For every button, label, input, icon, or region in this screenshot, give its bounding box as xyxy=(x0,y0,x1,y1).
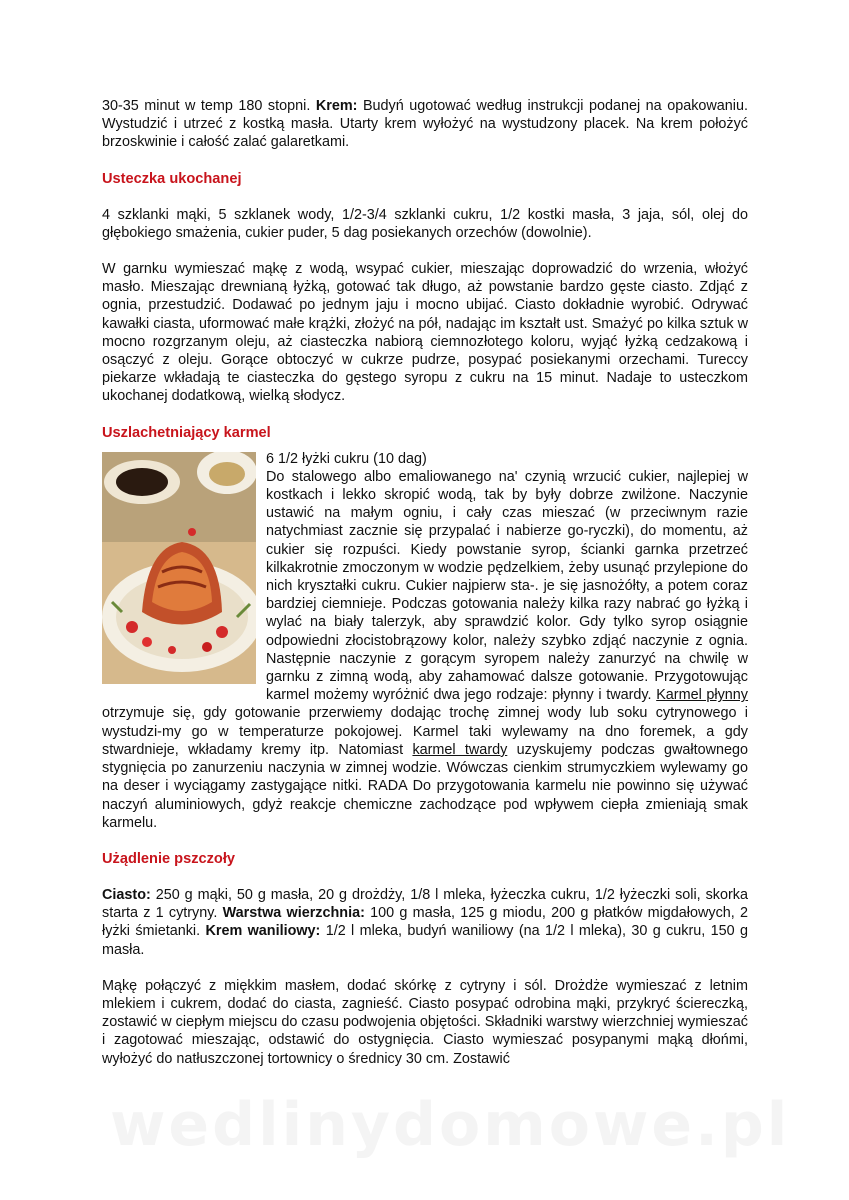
recipe-ingredients: 4 szklanki mąki, 5 szklanek wody, 1/2-3/4 szklanki cukru, 1/2 kostki masła, 3 jaja, sól, olej do głębokiego smażenia, cukier puder, 5 dag posiekanych orzechów (dowolnie). xyxy=(102,206,748,241)
document-page xyxy=(102,97,748,1068)
karmel-plynny-term: Karmel płynny xyxy=(656,687,749,704)
recipe-method: W garnku wymieszać mąkę z wodą, wsypać cukier, mieszając doprowadzić do wrzenia, włożyć masło. Mieszając drewnianą łyżką, gotować tak długo, aż powstanie bardzo gęste ciasto. Zdjąć z ognia, przestudzić. Dodawać po jednym jaju i mocno ubijać. Ciasto dokładnie wyrobić. Odrywać kawałki ciasta, uformować małe krążki, złożyć na pół, nadając im kształt ust. Smażyć po kilka sztuk w mocno rozgrzanym oleju, aż ciasteczka nabiorą ciemnozłotego koloru, wyjąć łyżką cedzakową i osączyć z oleju. Gorące obtoczyć w cukrze pudrze, posypać posiekanymi orzechami. Tureccy piekarze wkładają te ciasteczka do gęstego syropu z cukru na 15 minut. Nadaje to usteczkom ukochanej dodatkową, wielką słodycz. xyxy=(102,261,748,405)
recipe-title-uzadlenie: Użądlenie pszczoły xyxy=(102,850,236,867)
recipe-ingredients: Ciasto: 250 g mąki, 50 g masła, 20 g drożdży, 1/8 l mleka, łyżeczka cukru, 1/2 łyżeczki soli, skorka starta z 1 cytryny. Warstwa wierzchnia: 100 g masła, 125 g miodu, 200 g płatków migdałowych, 2 łyżki śmietanki. Krem waniliowy: 1/2 l mleka, budyń waniliowy (na 1/2 l mleka), 30 g cukru, 150 g masła. xyxy=(102,886,749,958)
watermark: wedlinydomowe.pl xyxy=(110,1090,791,1160)
intro-paragraph: 30-35 minut w temp 180 stopni. Krem: Budyń ugotować według instrukcji podanej na opakowaniu. Wystudzić i utrzeć z kostką masła. Utarty krem wyłożyć na wystudzony placek. Na krem położyć brzoskwinie i całość zalać galaretkami. xyxy=(102,98,748,151)
karmel-twardy-term: karmel twardy xyxy=(412,741,508,758)
caramel-dessert-photo xyxy=(102,452,256,684)
recipe-title-karmel: Uszlachetniający karmel xyxy=(102,424,271,441)
recipe-method: Mąkę połączyć z miękkim masłem, dodać skórkę z cytryny i sól. Drożdże wymieszać z letnim mlekiem i cukrem, dodać do ciasta, zagnieść. Ciasto posypać odrobina mąki, przykryć ściereczką, zostawić w ciepłym miejscu do czasu podwojenia objętości. Składniki warstwy wierzchniej wymieszać i zagotować mieszając, odstawić do ostygnięcia. Ciasto wymieszać posypanymi mąką dłońmi, wyłożyć do natłuszczonej tortownicy o średnicy 30 cm. Zostawić xyxy=(102,977,748,1067)
karmel-block xyxy=(102,450,748,832)
recipe-title-usteczka: Usteczka ukochanej xyxy=(102,170,242,187)
recipe-ingredients: 6 1/2 łyżki cukru (10 dag) xyxy=(266,450,427,467)
recipe-method: Do stalowego albo emaliowanego na' czynią wrzucić cukier, najlepiej w kostkach i lekko skropić wodą, tak by były dobrze zwilżone. Naczynie ustawić na małym ogniu, i cały czas mieszać (w przeciwnym razie natychmiast zacznie się przypalać i nabierze go-ryczki), do momentu, aż cukier się rozpuści. Kiedy powstanie syrop, ścianki garnka przetrzeć kilkakrotnie zmoczonym w wodzie pędzelkiem, żeby usunąć przylepione do nich kryształki cukru. Cukier najpierw sta-. je się jasnożółty, a potem coraz bardziej ciemnieje. Podczas gotowania należy kilka razy nabrać go łyżką i wylać na biały talerzyk, aby sprawdzić kolor. Gdy tylko syrop osiągnie odpowiedni złocistobrązowy kolor, należy szybko zdjąć naczynie z ognia. Następnie naczynie z gorącym syropem należy zanurzyć na chwilę w garnku z zimną wodą, aby zahamować dalsze gotowanie. Przygotowując karmel możemy wyróżnić dwa jego rodzaje: płynny i twardy. Karmel płynny otrzymuje się, gdy gotowanie przerwiemy dodając trochę zimnej wody lub soku cytrynowego i wystudzi-my go w temperaturze pokojowej. Karmel taki wylewamy na dno foremek, a gdy stwardnieje, wkładamy kremy itp. Natomiast karmel twardy uzyskujemy podczas gwałtownego stygnięcia po zanurzeniu naczynia w zimnej wodzie. Wówczas cienkim strumyczkiem wylewamy go na deser i wyciągamy zastygające nitki. RADA Do przygotowania karmelu nie powinno się używać naczyń aluminiowych, gdyż reakcje chemiczne zachodzące pod wpływem ciepła zmieniają smak karmelu. xyxy=(102,468,749,831)
